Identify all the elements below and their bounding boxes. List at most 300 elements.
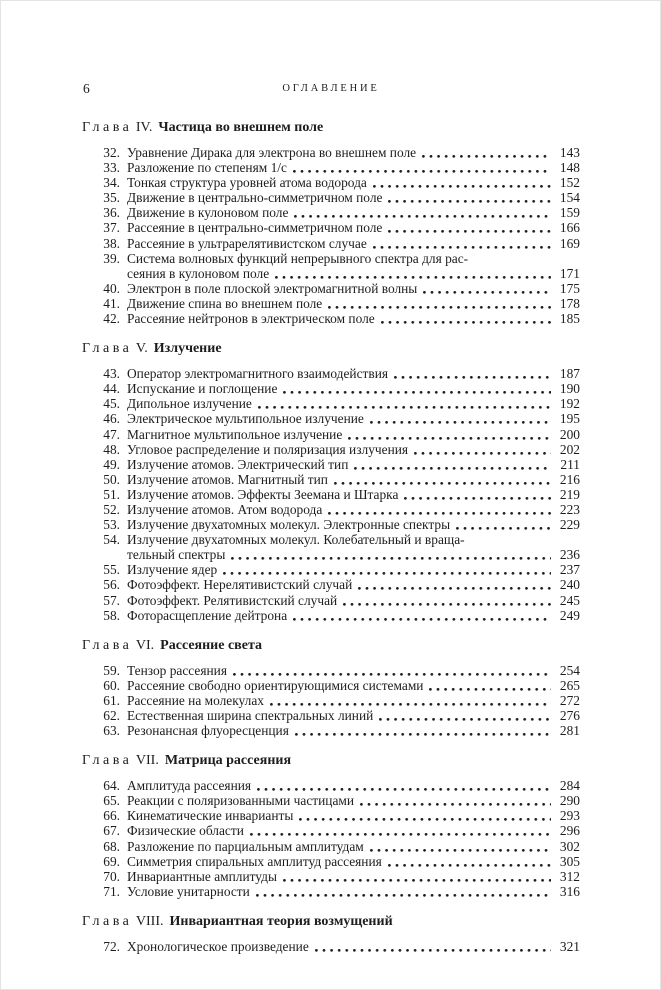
entry-line — [127, 869, 580, 884]
chapter-heading — [82, 752, 580, 769]
chapter-title: Рассеяние света — [160, 637, 262, 653]
chapter-heading — [82, 913, 580, 930]
entry-page: 293 — [559, 808, 580, 824]
dot-leader — [404, 487, 551, 502]
toc-entry — [82, 396, 580, 411]
entry-title: Реакции с поляризованными частицами — [127, 793, 355, 809]
entry-body — [127, 502, 580, 517]
toc-entry — [82, 593, 580, 608]
toc-entry — [82, 381, 580, 396]
entry-page: 254 — [559, 662, 580, 678]
entry-line — [127, 823, 580, 838]
dot-leader — [299, 808, 551, 823]
entry-line — [127, 693, 580, 708]
toc-entry — [82, 663, 580, 678]
entry-body — [127, 562, 580, 577]
entry-line — [127, 808, 580, 823]
entry-title: Рассеяние в центрально-симметричном поле — [127, 220, 383, 236]
toc-entry — [82, 175, 580, 190]
entry-body — [127, 593, 580, 608]
toc-entry — [82, 160, 580, 175]
entry-body — [127, 663, 580, 678]
entry-title: Электрическое мультипольное излучение — [127, 411, 364, 427]
entry-body — [127, 160, 580, 175]
entry-body — [127, 854, 580, 869]
entry-title: Симметрия спиральных амплитуд рассеяния — [127, 853, 382, 869]
toc-entry — [82, 251, 580, 281]
entry-number: 54. — [103, 532, 120, 548]
entry-title: Условие унитарности — [127, 883, 250, 899]
entry-page: 202 — [559, 441, 580, 457]
entry-page: 245 — [559, 592, 580, 608]
entry-line — [127, 723, 580, 738]
toc-entry — [82, 808, 580, 823]
entry-line — [127, 663, 580, 678]
entry-title: Фотоэффект. Релятивистский случай — [127, 592, 338, 608]
entry-page: 143 — [559, 145, 580, 160]
dot-leader — [373, 236, 551, 251]
entry-page: 211 — [560, 456, 580, 472]
entry-title: Излучение атомов. Эффекты Зеемана и Штарка — [127, 486, 399, 502]
entry-line — [127, 296, 580, 311]
entry-title: Магнитное мультипольное излучение — [127, 426, 343, 442]
entry-line — [127, 884, 580, 899]
entry-line — [127, 502, 580, 517]
entry-line — [127, 577, 580, 592]
dot-leader — [348, 427, 551, 442]
entry-line — [127, 145, 580, 160]
toc-entry — [82, 708, 580, 723]
entry-line — [127, 854, 580, 869]
entry-title: Движение спина во внешнем поле — [127, 295, 323, 311]
entry-body — [127, 723, 580, 738]
entry-title: Излучение атомов. Электрический тип — [127, 456, 349, 472]
toc-entry — [82, 190, 580, 205]
entry-number: 49. — [103, 456, 120, 472]
entry-number: 34. — [103, 175, 120, 191]
entry-number: 63. — [103, 723, 120, 739]
chapter-section — [82, 752, 580, 899]
entry-line — [127, 487, 580, 502]
entry-line — [127, 220, 580, 235]
entry-title: Дипольное излучение — [127, 396, 252, 412]
toc-entry — [82, 311, 580, 326]
entry-title: Фотоэффект. Нерелятивистский случай — [127, 577, 353, 593]
chapter-section — [82, 637, 580, 738]
entry-page: 236 — [559, 547, 580, 563]
entry-line — [127, 205, 580, 220]
dot-leader — [258, 396, 551, 411]
entry-title: Кинематические инварианты — [127, 808, 294, 824]
dot-leader — [257, 778, 551, 793]
entry-page: 166 — [559, 220, 580, 236]
entry-page: 321 — [559, 938, 580, 954]
toc-entry — [82, 562, 580, 577]
entry-body — [127, 175, 580, 190]
entry-line — [127, 190, 580, 205]
chapter-label: Глава — [82, 637, 133, 653]
dot-leader — [423, 281, 551, 296]
entry-number: 46. — [103, 411, 120, 427]
toc-entry — [82, 854, 580, 869]
toc-entry — [82, 411, 580, 426]
entry-body — [127, 281, 580, 296]
page-number: 6 — [83, 81, 90, 96]
entry-number: 58. — [103, 607, 120, 623]
dot-leader — [293, 608, 551, 623]
entry-page: 302 — [559, 838, 580, 854]
entry-title: Электрон в поле плоской электромагнитной волны — [127, 280, 418, 296]
toc-entry — [82, 236, 580, 251]
entry-page: 276 — [559, 708, 580, 723]
toc-entry — [82, 823, 580, 838]
entry-page: 195 — [559, 411, 580, 427]
entry-body — [127, 236, 580, 251]
dot-leader — [293, 160, 551, 175]
entry-title: Хронологическое произведение — [127, 938, 309, 954]
dot-leader — [360, 793, 551, 808]
running-header — [82, 81, 580, 96]
entry-body — [127, 442, 580, 457]
chapter-title: Инвариантная теория возмущений — [169, 913, 393, 929]
chapter-section — [82, 913, 580, 954]
entry-line — [127, 562, 580, 577]
entry-number: 48. — [103, 441, 120, 457]
entry-number: 67. — [103, 823, 120, 839]
entry-page: 200 — [559, 426, 580, 442]
toc-entry — [82, 220, 580, 235]
entry-line — [127, 939, 580, 954]
chapter-heading — [82, 637, 580, 654]
chapter-numeral: VII. — [135, 753, 159, 769]
toc-entry — [82, 884, 580, 899]
entry-page: 159 — [559, 205, 580, 221]
dot-leader — [388, 854, 551, 869]
entry-number: 66. — [103, 808, 120, 824]
entry-line — [127, 708, 580, 723]
dot-leader — [370, 411, 551, 426]
entry-number: 38. — [103, 235, 120, 251]
toc-entry — [82, 205, 580, 220]
dot-leader — [233, 663, 551, 678]
entry-number: 72. — [103, 938, 120, 954]
toc-entry — [82, 869, 580, 884]
entry-line — [127, 366, 580, 381]
dot-leader — [315, 939, 551, 954]
entry-body — [127, 869, 580, 884]
dot-leader — [414, 442, 551, 457]
entry-page: 296 — [559, 823, 580, 839]
entry-line — [127, 608, 580, 623]
entry-title: Резонансная флуоресценция — [127, 723, 289, 739]
entry-title: Разложение по степеням 1/c — [127, 160, 287, 176]
running-title: ОГЛАВЛЕНИЕ — [282, 83, 380, 94]
entry-page: 305 — [559, 853, 580, 869]
chapter-numeral: VIII. — [135, 913, 164, 929]
entry-number: 47. — [103, 426, 120, 442]
dot-leader — [223, 562, 551, 577]
chapter-heading — [82, 340, 580, 357]
entry-line — [127, 457, 580, 472]
entry-title: Рассеяние свободно ориентирующимися системами — [127, 677, 424, 693]
entry-line — [127, 396, 580, 411]
entry-number: 70. — [103, 868, 120, 884]
entry-line — [127, 266, 580, 281]
entry-body — [127, 693, 580, 708]
dot-leader — [388, 220, 551, 235]
toc-entry — [82, 366, 580, 381]
toc-entry — [82, 693, 580, 708]
entry-title: Угловое распределение и поляризация излучения — [127, 441, 409, 457]
entry-number: 65. — [103, 793, 120, 809]
entry-page: 190 — [559, 381, 580, 397]
entry-page: 249 — [559, 607, 580, 623]
entry-title: Движение в центрально-симметричном поле — [127, 190, 383, 206]
entry-number: 44. — [103, 381, 120, 397]
entry-number: 68. — [103, 838, 120, 854]
chapter-title: Излучение — [153, 341, 222, 357]
entry-title: Амплитуда рассеяния — [127, 778, 252, 794]
entry-number: 39. — [103, 250, 120, 266]
dot-leader — [328, 296, 551, 311]
dot-leader — [334, 472, 551, 487]
entry-body — [127, 778, 580, 793]
entry-page: 316 — [559, 883, 580, 899]
entry-title: Физические области — [127, 823, 244, 839]
entry-number: 61. — [103, 692, 120, 708]
entry-title: Тонкая структура уровней атома водорода — [127, 175, 367, 191]
toc-entry — [82, 281, 580, 296]
entry-number: 55. — [103, 562, 120, 578]
entry-number: 45. — [103, 396, 120, 412]
entry-line — [127, 778, 580, 793]
entry-body — [127, 823, 580, 838]
toc-entry — [82, 723, 580, 738]
entry-title: Уравнение Дирака для электрона во внешнем поле — [127, 145, 417, 160]
entry-line — [127, 251, 580, 266]
entry-body — [127, 457, 580, 472]
entry-body — [127, 532, 580, 562]
entry-number: 36. — [103, 205, 120, 221]
entry-number: 60. — [103, 677, 120, 693]
entry-title: Разложение по парциальным амплитудам — [127, 838, 364, 854]
entry-number: 71. — [103, 883, 120, 899]
entry-body — [127, 884, 580, 899]
toc-entry — [82, 839, 580, 854]
entry-page: 192 — [559, 396, 580, 412]
entry-body — [127, 427, 580, 442]
toc-entry — [82, 457, 580, 472]
dot-leader — [379, 708, 551, 723]
entry-line — [127, 381, 580, 396]
entry-body — [127, 145, 580, 160]
toc-entry — [82, 939, 580, 954]
chapter-label: Глава — [82, 913, 133, 929]
toc-entry — [82, 517, 580, 532]
chapter-numeral: IV. — [135, 120, 153, 135]
toc-entry — [82, 577, 580, 592]
entry-title: Тензор рассеяния — [127, 662, 228, 678]
entry-page: 272 — [559, 692, 580, 708]
entry-page: 148 — [559, 160, 580, 176]
entry-body — [127, 190, 580, 205]
entry-line — [127, 175, 580, 190]
dot-leader — [370, 839, 551, 854]
entry-title: Фоторасщепление дейтрона — [127, 607, 288, 623]
entry-body — [127, 205, 580, 220]
entry-line — [127, 793, 580, 808]
entry-line — [127, 160, 580, 175]
dot-leader — [422, 145, 551, 160]
entry-page: 152 — [559, 175, 580, 191]
entry-page: 223 — [559, 501, 580, 517]
toc-entry — [82, 793, 580, 808]
entry-page: 171 — [559, 265, 580, 281]
entry-body — [127, 220, 580, 235]
dot-leader — [373, 175, 551, 190]
entry-page: 216 — [559, 471, 580, 487]
chapter-title: Частица во внешнем поле — [158, 120, 324, 135]
entry-number: 40. — [103, 280, 120, 296]
entry-page: 265 — [559, 677, 580, 693]
entry-body — [127, 487, 580, 502]
entry-page: 185 — [559, 311, 580, 327]
dot-leader — [231, 547, 551, 562]
dot-leader — [429, 678, 551, 693]
entry-number: 56. — [103, 577, 120, 593]
entry-number: 43. — [103, 366, 120, 382]
entry-title: Рассеяние на молекулах — [127, 692, 264, 708]
chapter-label: Глава — [82, 753, 133, 769]
entry-title: Испускание и поглощение — [127, 381, 278, 397]
entry-line — [127, 311, 580, 326]
entry-title: Излучение ядер — [127, 562, 218, 578]
entry-page: 187 — [559, 366, 580, 382]
entry-body — [127, 472, 580, 487]
entry-page: 178 — [559, 295, 580, 311]
dot-leader — [250, 823, 551, 838]
entry-body — [127, 577, 580, 592]
entry-number: 59. — [103, 662, 120, 678]
entry-number: 53. — [103, 517, 120, 533]
chapter-section — [82, 119, 580, 326]
entry-title: тельный спектры — [127, 547, 226, 563]
entry-line — [127, 442, 580, 457]
dot-leader — [388, 190, 551, 205]
entry-page: 219 — [559, 486, 580, 502]
entry-page: 281 — [559, 723, 580, 739]
toc-entry — [82, 472, 580, 487]
entry-body — [127, 517, 580, 532]
entry-line — [127, 236, 580, 251]
entry-number: 37. — [103, 220, 120, 236]
entry-title: Излучение атомов. Атом водорода — [127, 501, 323, 517]
entry-line — [127, 281, 580, 296]
entry-line — [127, 411, 580, 426]
entry-title: Движение в кулоновом поле — [127, 205, 289, 221]
dot-leader — [270, 693, 551, 708]
toc-entry — [82, 502, 580, 517]
entry-page: 154 — [559, 190, 580, 206]
dot-leader — [354, 457, 551, 472]
entry-page: 284 — [559, 778, 580, 794]
entry-body — [127, 311, 580, 326]
entry-number: 41. — [103, 295, 120, 311]
dot-leader — [295, 723, 551, 738]
entry-title: Излучение атомов. Магнитный тип — [127, 471, 328, 487]
entry-line — [127, 547, 580, 562]
toc-entry — [82, 678, 580, 693]
entry-number: 33. — [103, 160, 120, 176]
chapter-numeral: V. — [135, 341, 148, 357]
entry-title: Излучение двухатомных молекул. Электронные спектры — [127, 517, 451, 533]
entry-number: 52. — [103, 501, 120, 517]
dot-leader — [328, 502, 551, 517]
entry-body — [127, 396, 580, 411]
entry-title: сеяния в кулоновом поле — [127, 265, 270, 281]
entry-number: 62. — [103, 708, 120, 723]
entry-page: 312 — [559, 868, 580, 884]
dot-leader — [358, 577, 551, 592]
entry-body — [127, 411, 580, 426]
entry-page: 237 — [559, 562, 580, 578]
entry-number: 35. — [103, 190, 120, 206]
chapter-section — [82, 340, 580, 623]
entry-number: 50. — [103, 471, 120, 487]
dot-leader — [294, 205, 551, 220]
chapter-label: Глава — [82, 120, 133, 135]
chapter-label: Глава — [82, 341, 133, 357]
entry-body — [127, 678, 580, 693]
entry-body — [127, 793, 580, 808]
entry-body — [127, 366, 580, 381]
entry-title: Естественная ширина спектральных линий — [127, 708, 374, 723]
dot-leader — [381, 311, 551, 326]
entry-line — [127, 839, 580, 854]
entry-line — [127, 472, 580, 487]
toc-entry — [82, 442, 580, 457]
entry-body — [127, 939, 580, 954]
toc-entry — [82, 608, 580, 623]
entry-body — [127, 251, 580, 281]
entry-title: Рассеяние в ультрарелятивистском случае — [127, 235, 367, 251]
entry-body — [127, 708, 580, 723]
chapter-numeral: VI. — [135, 637, 155, 653]
toc-entry — [82, 487, 580, 502]
entry-page: 290 — [559, 793, 580, 809]
dot-leader — [275, 266, 551, 281]
entry-body — [127, 839, 580, 854]
chapter-heading — [82, 119, 580, 136]
entry-line — [127, 532, 580, 547]
entry-page: 175 — [559, 280, 580, 296]
entry-title: Система волновых функций непрерывного спектра для рас- — [127, 250, 469, 266]
entry-number: 64. — [103, 778, 120, 794]
entry-body — [127, 808, 580, 823]
toc-entry — [82, 145, 580, 160]
toc-entry — [82, 427, 580, 442]
toc — [82, 119, 580, 954]
entry-number: 42. — [103, 311, 120, 327]
entry-page: 240 — [559, 577, 580, 593]
dot-leader — [283, 869, 551, 884]
entry-page: 229 — [559, 517, 580, 533]
dot-leader — [343, 593, 551, 608]
dot-leader — [394, 366, 551, 381]
entry-number: 57. — [103, 592, 120, 608]
dot-leader — [456, 517, 551, 532]
entry-number: 69. — [103, 853, 120, 869]
